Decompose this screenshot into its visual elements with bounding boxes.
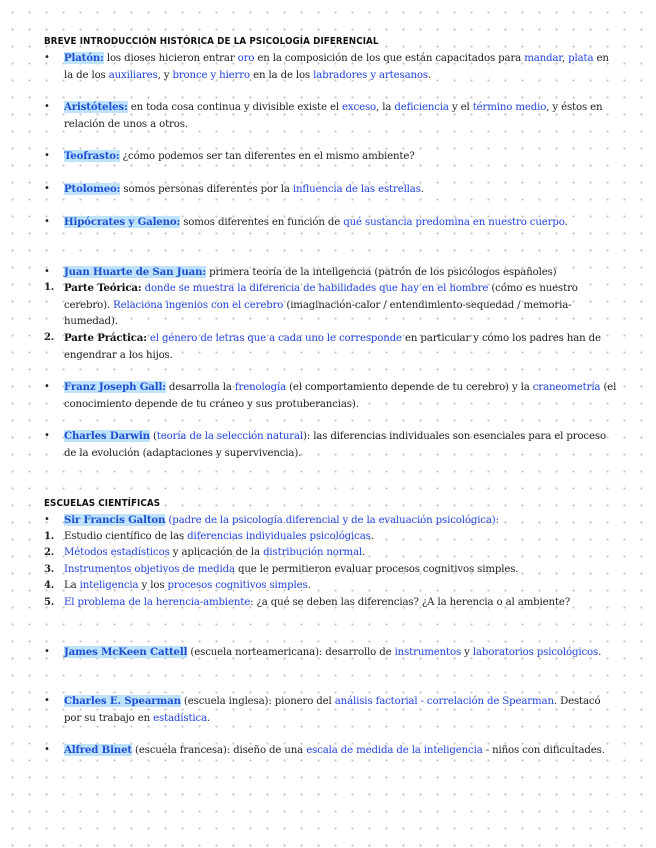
history-item (44, 214, 619, 232)
text-segment: (imaginación-calor / entendimiento-sequedad / memoria-humedad). (64, 299, 572, 327)
blue-term: plata (568, 53, 594, 64)
highlighted-name: Sir Francis Galton (64, 514, 166, 526)
bullet-marker: • (44, 695, 50, 706)
blue-term: término medio (472, 102, 547, 113)
item-text (64, 644, 619, 662)
text-segment: , y (157, 69, 173, 81)
text-segment: en la de los (64, 53, 609, 81)
text-segment: , y éstos en relación de unos a otros. (64, 102, 603, 130)
item-text (64, 529, 619, 546)
history-item (44, 50, 619, 84)
blue-term: laboratorios psicológicos (472, 647, 599, 658)
blue-term: deficiencia (394, 102, 449, 113)
text-segment: . (207, 712, 211, 724)
bullet-marker: • (44, 183, 50, 194)
blue-term: bronce y hierro (172, 69, 250, 81)
text-segment: y aplicación de la (169, 547, 264, 558)
text-segment: y (461, 647, 473, 658)
history-item (44, 280, 619, 331)
blue-term: estadística (153, 712, 208, 724)
number-marker: 2. (44, 332, 55, 343)
item-text (64, 693, 619, 727)
blue-term: Relaciona ingenios con el cerebro (113, 299, 284, 311)
highlighted-name: Platón: (64, 52, 104, 64)
blue-term: exceso (342, 102, 377, 113)
bold-label: Parte Práctica: (64, 332, 147, 344)
text-segment: en la de los (249, 69, 314, 81)
item-text (64, 181, 619, 199)
bullet-marker: • (44, 150, 50, 161)
school-item (44, 595, 619, 612)
history-item (44, 148, 619, 166)
blue-term: labradores y artesanos (313, 69, 428, 81)
item-text (64, 148, 619, 166)
item-text (64, 214, 619, 232)
number-marker: 4. (44, 580, 55, 591)
highlighted-name: James McKeen Cattell (64, 646, 188, 658)
history-item (44, 330, 619, 364)
text-segment: ¿cómo podemos ser tan diferentes en el mismo ambiente? (119, 151, 415, 162)
bullet-marker: • (44, 266, 50, 277)
bold-label: Parte Teórica: (64, 282, 142, 294)
number-marker: 3. (44, 564, 55, 575)
blue-term: Métodos estadísticos (64, 547, 170, 558)
text-segment: ( (149, 431, 157, 442)
history-item (44, 181, 619, 199)
bullet-marker: • (44, 744, 50, 755)
bullet-marker: • (44, 101, 50, 112)
school-item (44, 512, 619, 530)
item-text (64, 578, 619, 595)
blue-term: distribución normal (263, 547, 362, 558)
text-segment: en particular y cómo los padres han de engendrar a los hijos. (64, 333, 601, 361)
school-item (44, 562, 619, 579)
text-segment: . (361, 547, 366, 558)
text-segment: (escuela francesa): diseño de una (131, 745, 307, 756)
history-item (44, 99, 619, 133)
blue-term: mandar (524, 53, 562, 64)
text-segment: . (370, 531, 374, 542)
item-text (64, 562, 619, 579)
text-segment: y los (138, 580, 168, 591)
highlighted-name: Teofrasto: (64, 150, 120, 162)
highlighted-name: Juan Huarte de San Juan: (64, 266, 206, 278)
text-segment: los dioses hicieron entrar (103, 53, 238, 64)
text-segment: (cómo es nuestro cerebro). (64, 283, 578, 311)
item-text (64, 512, 619, 530)
school-item (44, 529, 619, 546)
blue-term: inteligencia (79, 580, 139, 591)
number-marker: 1. (44, 531, 55, 542)
history-item (44, 379, 619, 413)
number-marker: 2. (44, 547, 55, 558)
blue-term: escala de medida de la inteligencia (306, 745, 483, 756)
bullet-marker: • (44, 52, 50, 63)
blue-term: teoría de la selección natural (156, 431, 303, 442)
highlighted-name: Hipócrates y Galeno: (64, 216, 181, 228)
blue-term: craneometría (532, 382, 601, 393)
school-item (44, 578, 619, 595)
item-text (64, 280, 619, 331)
text-segment: - niños con dificultades. (482, 745, 605, 756)
text-segment: (escuela inglesa): pionero del (180, 696, 335, 707)
blue-term: El problema de la herencia-ambiente (64, 597, 251, 608)
text-segment: . (420, 184, 424, 195)
bullet-marker: • (44, 430, 50, 441)
bullet-marker: • (44, 381, 50, 392)
text-segment: , la (376, 102, 395, 113)
text-segment: que le permitieron evaluar procesos cognitivos simples. (234, 564, 519, 575)
item-text (64, 545, 619, 562)
text-segment: somos diferentes en función de (180, 217, 344, 228)
text-segment: y el (448, 102, 473, 113)
heading-history: BREVE INTRODUCCIÓN HISTÓRICA DE LA PSICOLOGÍA DIFERENCIAL (44, 36, 379, 47)
blue-term: instrumentos (394, 647, 462, 658)
text-segment: . (307, 580, 311, 591)
blue-term: influencia de las estrellas (292, 184, 421, 195)
text-segment: : ¿a qué se deben las diferencias? ¿A la herencia o al ambiente? (250, 597, 571, 608)
text-segment: Estudio científico de las (64, 531, 188, 542)
highlighted-name: Charles E. Spearman (64, 695, 181, 707)
highlighted-name: Aristóteles: (64, 101, 128, 113)
item-text (64, 99, 619, 133)
text-segment: (el conocimiento depende de tu cráneo y sus protuberancias). (64, 382, 617, 410)
blue-term: auxiliares (108, 69, 158, 81)
history-item (44, 264, 619, 282)
text-segment: La (64, 580, 80, 591)
text-segment: . (427, 69, 432, 81)
highlighted-name: Ptolomeo: (64, 183, 121, 195)
item-text (64, 264, 619, 282)
text-segment: en toda cosa continua y divisible existe el (127, 102, 343, 113)
bullet-marker: • (44, 646, 50, 657)
blue-term: (padre de la psicología diferencial y de la evaluación psicológica): (165, 515, 499, 526)
text-segment: . Destacó por su trabajo en (64, 696, 601, 724)
highlighted-name: Alfred Binet (64, 744, 132, 756)
school-item (44, 545, 619, 562)
text-segment: , (561, 53, 569, 64)
blue-term: frenología (234, 382, 287, 393)
blue-term: análisis factorial - correlación de Spearman (334, 696, 554, 707)
item-text (64, 742, 619, 760)
school-item (44, 742, 619, 760)
blue-term: diferencias individuales psicológicas (187, 531, 371, 542)
item-text (64, 330, 619, 364)
text-segment: (el comportamiento depende de tu cerebro) y la (286, 382, 533, 393)
text-segment: en la composición de los que están capacitados para (254, 53, 525, 64)
text-segment: somos personas diferentes por la (120, 184, 293, 195)
blue-term: oro (237, 53, 255, 64)
text-segment: ): las diferencias individuales son esenciales para el proceso de la evolución (adaptaciones y supervivencia). (64, 431, 606, 459)
item-text (64, 379, 619, 413)
item-text (64, 595, 619, 612)
highlighted-name: Franz Joseph Gall: (64, 381, 166, 393)
highlighted-name: Charles Darwin (64, 430, 150, 442)
bullet-marker: • (44, 216, 50, 227)
school-item (44, 644, 619, 662)
history-item (44, 428, 619, 462)
heading-schools: ESCUELAS CIENTÍFICAS (44, 498, 161, 509)
text-segment: . (598, 647, 602, 658)
school-item (44, 693, 619, 727)
blue-term: Instrumentos objetivos de medida (64, 564, 235, 575)
blue-term: el género de letras que a cada uno le corresponde (149, 333, 402, 344)
text-segment: (escuela norteamericana): desarrollo de (187, 647, 395, 658)
blue-term: qué sustancia predomina en nuestro cuerpo (343, 217, 565, 228)
text-segment: . (564, 217, 568, 228)
number-marker: 1. (44, 282, 55, 293)
text-segment: desarrolla la (165, 382, 235, 393)
blue-term: donde se muestra la diferencia de habilidades que hay en el hombre (144, 283, 489, 294)
item-text (64, 50, 619, 84)
text-segment: primera teoría de la inteligencia (patrón de los psicólogos españoles) (205, 267, 557, 278)
blue-term: procesos cognitivos simples (167, 580, 308, 591)
item-text (64, 428, 619, 462)
number-marker: 5. (44, 597, 55, 608)
bullet-marker: • (44, 514, 50, 525)
